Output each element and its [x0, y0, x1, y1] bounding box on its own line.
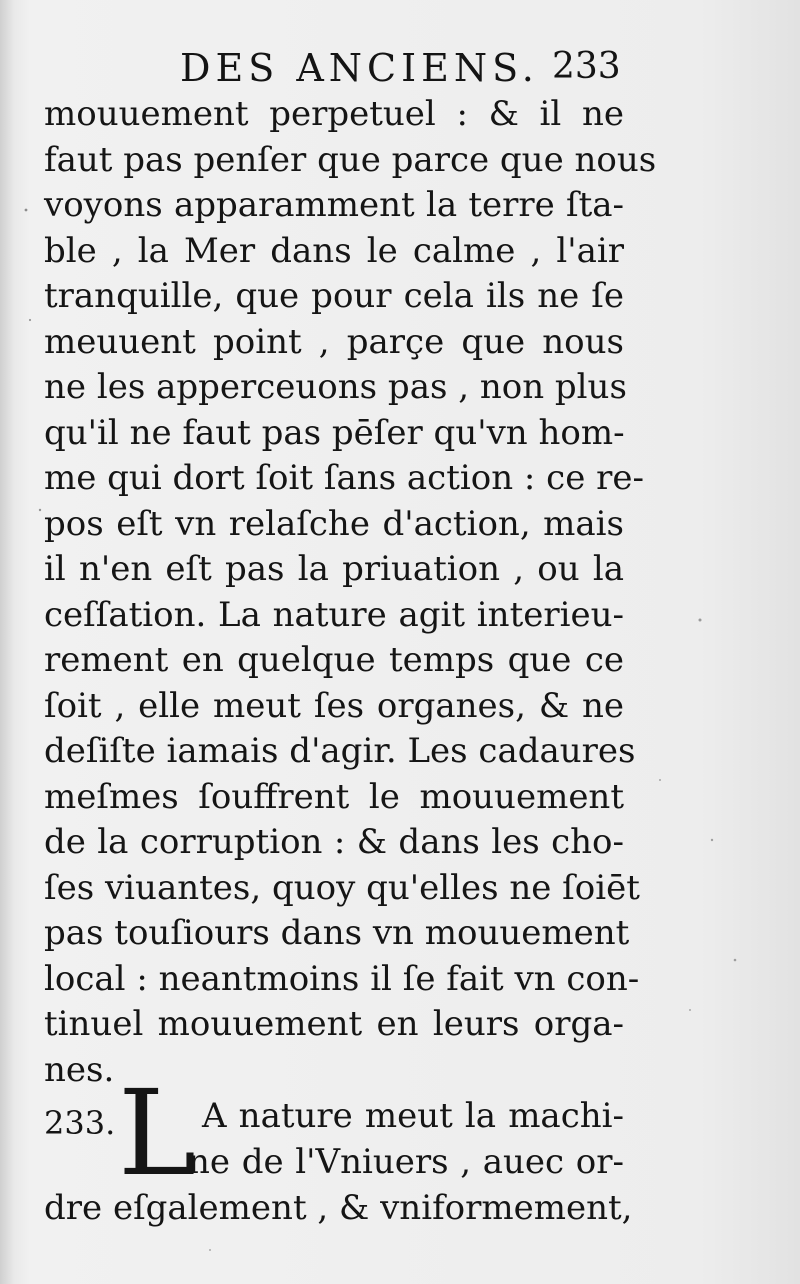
- article-line: ne de l'Vniuers , auec or-: [188, 1142, 624, 1182]
- text-line: il n'en eſt pas la priuation , ou la: [44, 549, 624, 589]
- article-line: A nature meut la machi-: [202, 1096, 624, 1136]
- text-line: meſmes ſouffrent le mouuement: [44, 776, 624, 817]
- text-line: qu'il ne faut pas pēſer qu'vn hom-: [44, 412, 625, 453]
- text-line: pas touſiours dans vn mouuement: [44, 913, 630, 953]
- text-line: pos eſt vn relaſche d'action, mais: [44, 503, 624, 544]
- text-line: local : neantmoins il ſe fait vn con-: [44, 958, 640, 999]
- page-number: 233: [552, 46, 621, 87]
- text-line: rement en quelque temps que ce: [44, 640, 624, 680]
- running-title: DES ANCIENS.: [180, 46, 539, 90]
- body-text: [44, 92, 657, 1093]
- text-line: voyons apparamment la terre ſta-: [44, 185, 624, 225]
- text-line: ble , la Mer dans le calme , l'air: [44, 230, 624, 271]
- article-number: 233.: [44, 1104, 116, 1142]
- text-line-last: nes.: [44, 1049, 115, 1090]
- text-line: ceſſation. La nature agit interieu-: [44, 594, 624, 635]
- text-line: ſoit , elle meut ſes organes, & ne: [44, 685, 624, 726]
- running-head: [0, 42, 800, 98]
- drop-capital: L: [118, 1064, 197, 1202]
- text-line: tranquille, que pour cela ils ne ſe: [44, 276, 624, 316]
- text-line: tinuel mouuement en leurs orga-: [44, 1004, 624, 1044]
- text-line: mouuement perpetuel : & il ne: [44, 94, 624, 134]
- text-line: ſes viuantes, quoy qu'elles ne ſoiēt: [44, 867, 640, 908]
- text-line: faut pas penſer que parce que nous: [44, 139, 657, 180]
- text-line: de la corruption : & dans les cho-: [44, 822, 624, 862]
- text-line: meuuent point , parçe que nous: [44, 321, 624, 362]
- text-line: ne les apperceuons pas , non plus: [44, 367, 627, 407]
- text-line: me qui dort ſoit ſans action : ce re-: [44, 458, 644, 498]
- article-line: dre eſgalement , & vniformement,: [44, 1188, 633, 1228]
- text-line: deſiſte iamais d'agir. Les cadaures: [44, 731, 636, 771]
